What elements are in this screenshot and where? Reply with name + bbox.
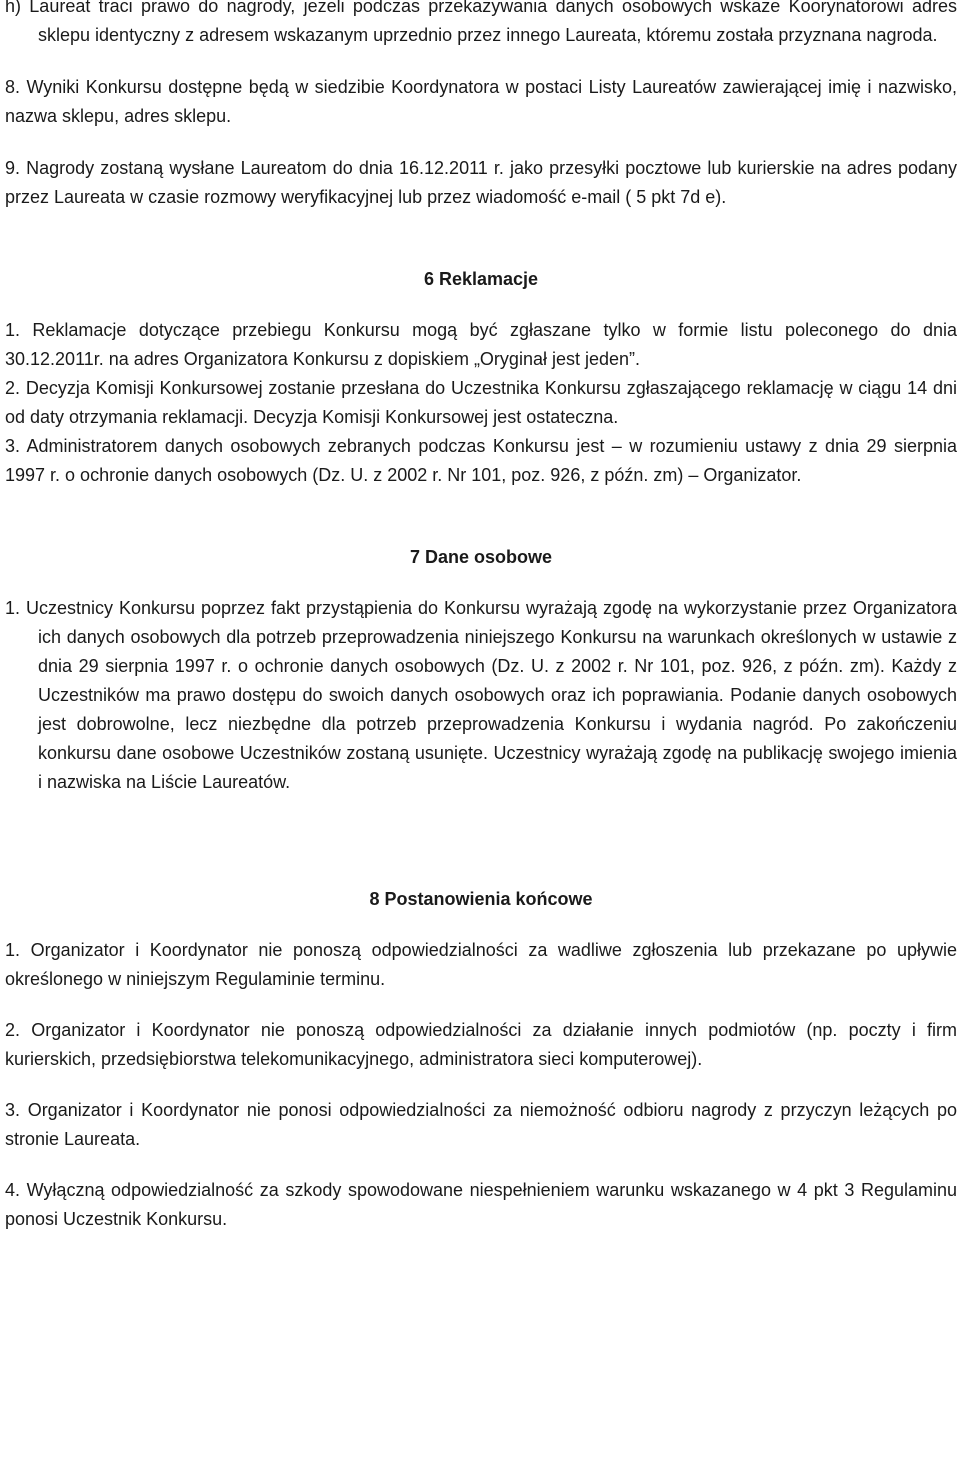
paragraph-8-2: 2. Organizator i Koordynator nie ponoszą odpowiedzialności za działanie innych podmiotów (np. poczty i firm kurierskich, przedsiębiorstwa telekomunikacyjnego, administratora sieci komputerowej). [5, 1020, 957, 1069]
paragraph-h: h) Laureat traci prawo do nagrody, jeżeli podczas przekazywania danych osobowych wskaże Koorynatorowi adres sklepu identyczny z adresem wskazanym uprzednio przez innego Laureata, któremu została przyznana nagroda. [5, 0, 957, 45]
paragraph-6-1: 1. Reklamacje dotyczące przebiegu Konkursu mogą być zgłaszane tylko w formie listu poleconego do dnia 30.12.2011r. na adres Organizatora Konkursu z dopiskiem „Oryginał jest jeden”. [5, 320, 957, 369]
section-heading-6: 6 Reklamacje [423, 269, 539, 289]
paragraph-8-4: 4. Wyłączną odpowiedzialność za szkody spowodowane niespełnieniem warunku wskazanego w 4 pkt 3 Regulaminu ponosi Uczestnik Konkursu. [5, 1180, 957, 1229]
paragraph-8: 8. Wyniki Konkursu dostępne będą w siedzibie Koordynatora w postaci Listy Laureatów zawierającej imię i nazwisko, nazwa sklepu, adres sklepu. [5, 77, 957, 126]
paragraph-7-1: 1. Uczestnicy Konkursu poprzez fakt przystąpienia do Konkursu wyrażają zgodę na wykorzystanie przez Organizatora ich danych osobowych dla potrzeb przeprowadzenia niniejszego Konkursu na warunkach określonych w ustawie z dnia 29 sierpnia 1997 r. o ochronie danych osobowych (Dz. U. z 2002 r. Nr 101, poz. 926, z późn. zm). Każdy z Uczestników ma prawo dostępu do swoich danych osobowych oraz ich poprawiania. Podanie danych osobowych jest dobrowolne, lecz niezbędne dla potrzeb przeprowadzenia Konkursu i wydania nagród. Po zakończeniu konkursu dane osobowe Uczestników zostaną usunięte. Uczestnicy wyrażają zgodę na publikację swojego imienia i nazwiska na Liście Laureatów. [5, 598, 957, 792]
section-heading-7: 7 Dane osobowe [409, 547, 553, 567]
section-heading-8: 8 Postanowienia końcowe [369, 889, 593, 909]
paragraph-9: 9. Nagrody zostaną wysłane Laureatom do dnia 16.12.2011 r. jako przesyłki pocztowe lub kurierskie na adres podany przez Laureata w czasie rozmowy weryfikacyjnej lub przez wiadomość e-mail ( 5 pkt 7d e). [5, 158, 957, 207]
paragraph-6-2: 2. Decyzja Komisji Konkursowej zostanie przesłana do Uczestnika Konkursu zgłaszającego reklamację w ciągu 14 dni od daty otrzymania reklamacji. Decyzja Komisji Konkursowej jest ostateczna. [5, 378, 957, 427]
paragraph-8-3: 3. Organizator i Koordynator nie ponosi odpowiedzialności za niemożność odbioru nagrody z przyczyn leżących po stronie Laureata. [5, 1100, 957, 1149]
paragraph-6-3: 3. Administratorem danych osobowych zebranych podczas Konkursu jest – w rozumieniu ustawy z dnia 29 sierpnia 1997 r. o ochronie danych osobowych (Dz. U. z 2002 r. Nr 101, poz. 926, z późn. zm) – Organizator. [5, 436, 957, 485]
paragraph-8-1: 1. Organizator i Koordynator nie ponoszą odpowiedzialności za wadliwe zgłoszenia lub przekazane po upływie określonego w niniejszym Regulaminie terminu. [5, 940, 957, 989]
